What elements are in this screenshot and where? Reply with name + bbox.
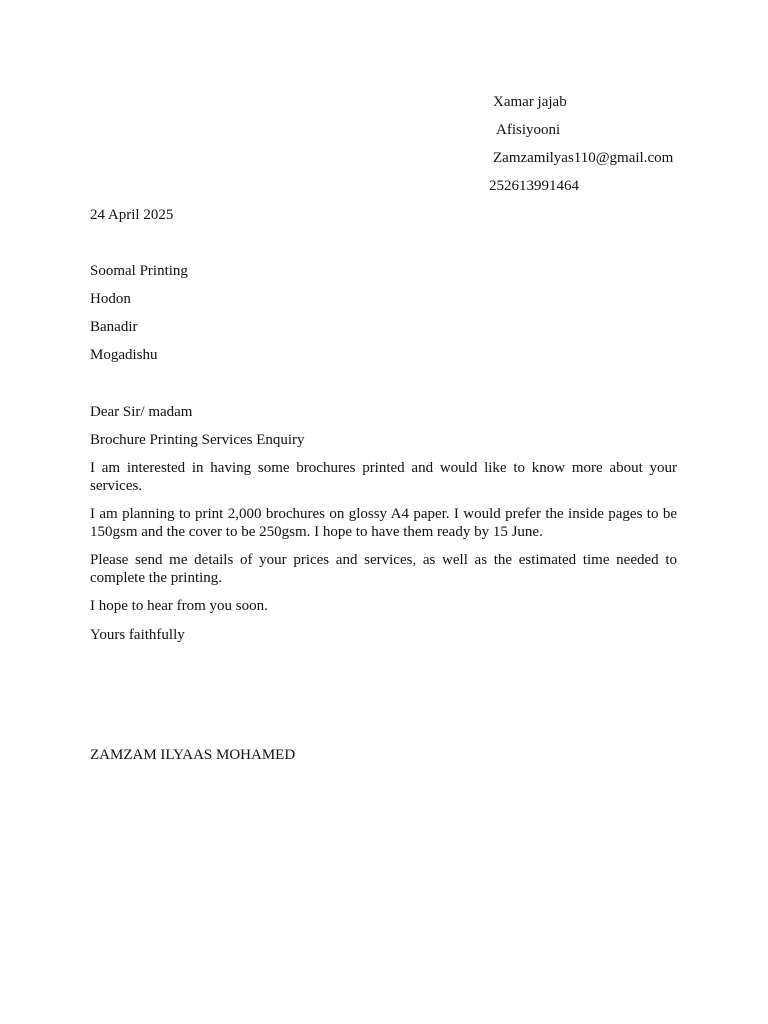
recipient-city: Mogadishu [90,347,158,363]
signature-name: ZAMZAM ILYAAS MOHAMED [90,747,296,763]
body-paragraph: Please send me details of your prices and services, as well as the estimated time needed to complete the printing. [90,552,677,586]
salutation: Dear Sir/ madam [90,404,193,420]
letter-subject: Brochure Printing Services Enquiry [90,432,305,448]
body-paragraph: I am interested in having some brochures printed and would like to know more about your services. [90,460,677,494]
sender-email: Zamzamilyas110@gmail.com [493,150,674,166]
sender-address-line-2: Afisiyooni [496,122,561,138]
body-paragraph: I am planning to print 2,000 brochures on glossy A4 paper. I would prefer the inside pages to be 150gsm and the cover to be 250gsm. I hope to have them ready by 15 June. [90,506,677,540]
recipient-address-line-1: Hodon [90,291,131,307]
body-paragraph: I hope to hear from you soon. [90,598,268,614]
recipient-name: Soomal Printing [90,263,188,279]
closing: Yours faithfully [90,627,185,643]
sender-address-line-1: Xamar jajab [493,94,567,110]
recipient-address-line-2: Banadir [90,319,138,335]
letter-date: 24 April 2025 [90,207,174,223]
sender-phone: 252613991464 [489,178,579,194]
